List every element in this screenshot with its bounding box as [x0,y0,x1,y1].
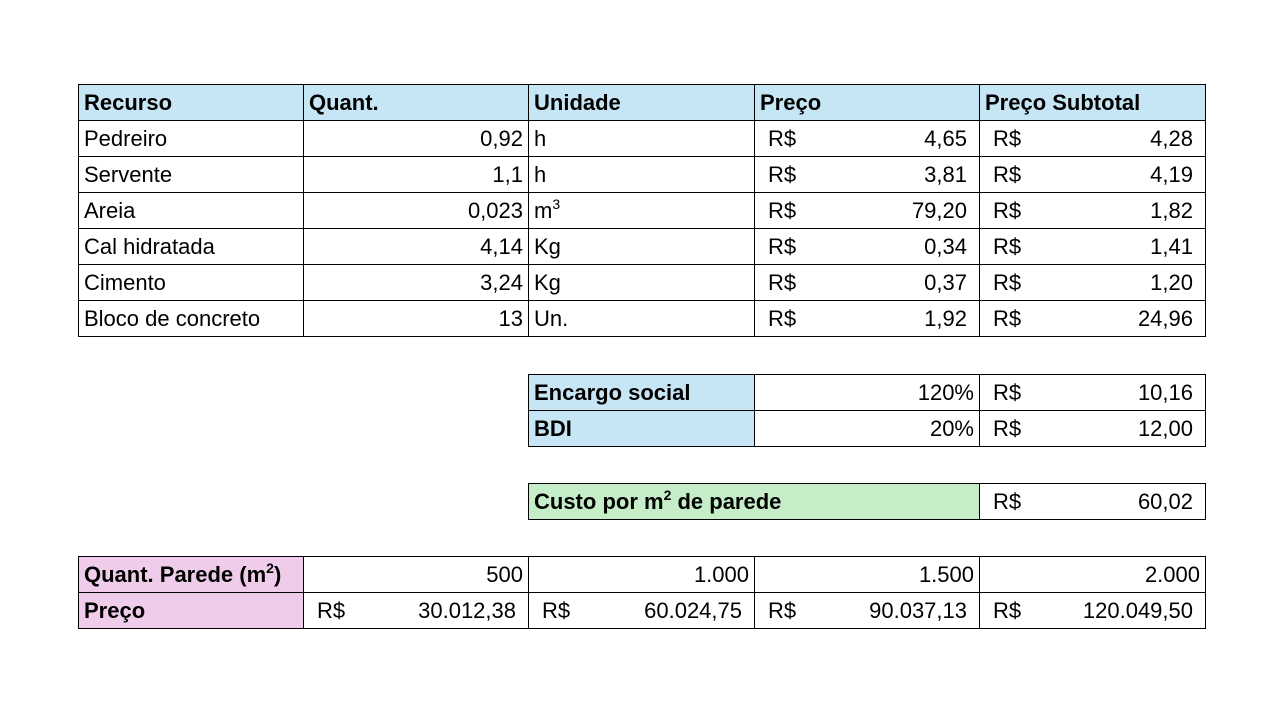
currency-symbol: R$ [993,598,1022,623]
wall-price-value: 90.037,13 [869,598,967,623]
wall-quantity-row [79,557,1206,593]
cell-unidade: $m^3$ [529,193,755,229]
cell-subtotal [980,157,1206,193]
header-preco-subtotal: Preço Subtotal [980,85,1206,121]
currency-symbol: R$ [993,489,1022,514]
cell-quant: 3,24 [304,265,529,301]
cell-quant: 13 [304,301,529,337]
charge-label: BDI [529,411,755,447]
subtotal-value: 1,82 [1150,198,1193,223]
wall-price-row [79,593,1206,629]
currency-symbol: R$ [542,598,571,623]
cell-subtotal [980,301,1206,337]
cell-recurso: Areia [79,193,304,229]
currency-symbol: R$ [768,234,797,259]
cell-preco [755,121,980,157]
table-row [79,265,1206,301]
currency-symbol: R$ [993,416,1022,441]
currency-symbol: R$ [993,270,1022,295]
header-unidade: Unidade [529,85,755,121]
cell-recurso: Cal hidratada [79,229,304,265]
subtotal-value: 1,41 [1150,234,1193,259]
price-value: 1,92 [924,306,967,331]
cost-table [528,483,1206,520]
price-value: 79,20 [911,198,967,223]
wall-quantity-value: 1.000 [529,557,755,593]
wall-price-cell [304,593,529,629]
header-preco: Preço [755,85,980,121]
cell-preco [755,193,980,229]
wall-price-cell [980,593,1206,629]
cost-value: 60,02 [1137,489,1193,514]
cell-quant: 4,14 [304,229,529,265]
cell-unidade: h [529,121,755,157]
table-row [79,121,1206,157]
cell-recurso: Servente [79,157,304,193]
cell-quant: 0,023 [304,193,529,229]
charge-percent: 120% [755,375,980,411]
currency-symbol: R$ [768,270,797,295]
cell-preco [755,157,980,193]
currency-symbol: R$ [993,126,1022,151]
wall-price-value: 30.012,38 [418,598,516,623]
subtotal-value: 1,20 [1150,270,1193,295]
wall-table [78,556,1206,629]
cell-subtotal [980,265,1206,301]
price-value: 0,34 [924,234,967,259]
wall-price-cell [755,593,980,629]
cell-unidade: Un. [529,301,755,337]
header-quant: Quant. [304,85,529,121]
charges-table [528,374,1206,447]
charge-value: 12,00 [1137,416,1193,441]
charge-value-cell [980,411,1206,447]
table-row [79,301,1206,337]
price-value: 4,65 [924,126,967,151]
resources-table [78,84,1206,337]
price-value: 3,81 [924,162,967,187]
cell-unidade: Kg [529,229,755,265]
subtotal-value: 4,19 [1150,162,1193,187]
charge-label: Encargo social [529,375,755,411]
wall-price-value: 120.049,50 [1082,598,1193,623]
cell-preco [755,229,980,265]
currency-symbol: R$ [768,598,797,623]
cell-unidade: h [529,157,755,193]
table-row [529,411,1206,447]
charge-percent: 20% [755,411,980,447]
charge-value: 10,16 [1137,380,1193,405]
cell-subtotal [980,121,1206,157]
wall-price-cell [529,593,755,629]
wall-quantity-value: 2.000 [980,557,1206,593]
table-row [529,375,1206,411]
cell-quant: 0,92 [304,121,529,157]
cell-recurso: Bloco de concreto [79,301,304,337]
table-row [79,229,1206,265]
table-row [79,157,1206,193]
currency-symbol: R$ [768,162,797,187]
wall-quantity-value: 500 [304,557,529,593]
cell-recurso: Pedreiro [79,121,304,157]
wall-price-value: 60.024,75 [644,598,742,623]
currency-symbol: R$ [768,198,797,223]
subtotal-value: 4,28 [1150,126,1193,151]
charge-value-cell [980,375,1206,411]
cell-recurso: Cimento [79,265,304,301]
header-recurso: Recurso [79,85,304,121]
currency-symbol: R$ [768,306,797,331]
cell-subtotal [980,193,1206,229]
currency-symbol: R$ [317,598,346,623]
currency-symbol: R$ [993,306,1022,331]
cell-preco [755,301,980,337]
currency-symbol: R$ [993,198,1022,223]
subtotal-value: 24,96 [1137,306,1193,331]
cost-value-cell [980,484,1206,520]
wall-quantity-value: 1.500 [755,557,980,593]
table-row [79,193,1206,229]
currency-symbol: R$ [768,126,797,151]
currency-symbol: R$ [993,380,1022,405]
table-row [529,484,1206,520]
currency-symbol: R$ [993,162,1022,187]
currency-symbol: R$ [993,234,1022,259]
resources-header-row [79,85,1206,121]
wall-quantity-label: Quant. Parede $(m^2)$ [79,557,304,593]
cell-preco [755,265,980,301]
cell-unidade: Kg [529,265,755,301]
cost-label: Custo por $m^2$ de parede [529,484,980,520]
price-value: 0,37 [924,270,967,295]
cell-quant: 1,1 [304,157,529,193]
cell-subtotal [980,229,1206,265]
wall-price-label: Preço [79,593,304,629]
